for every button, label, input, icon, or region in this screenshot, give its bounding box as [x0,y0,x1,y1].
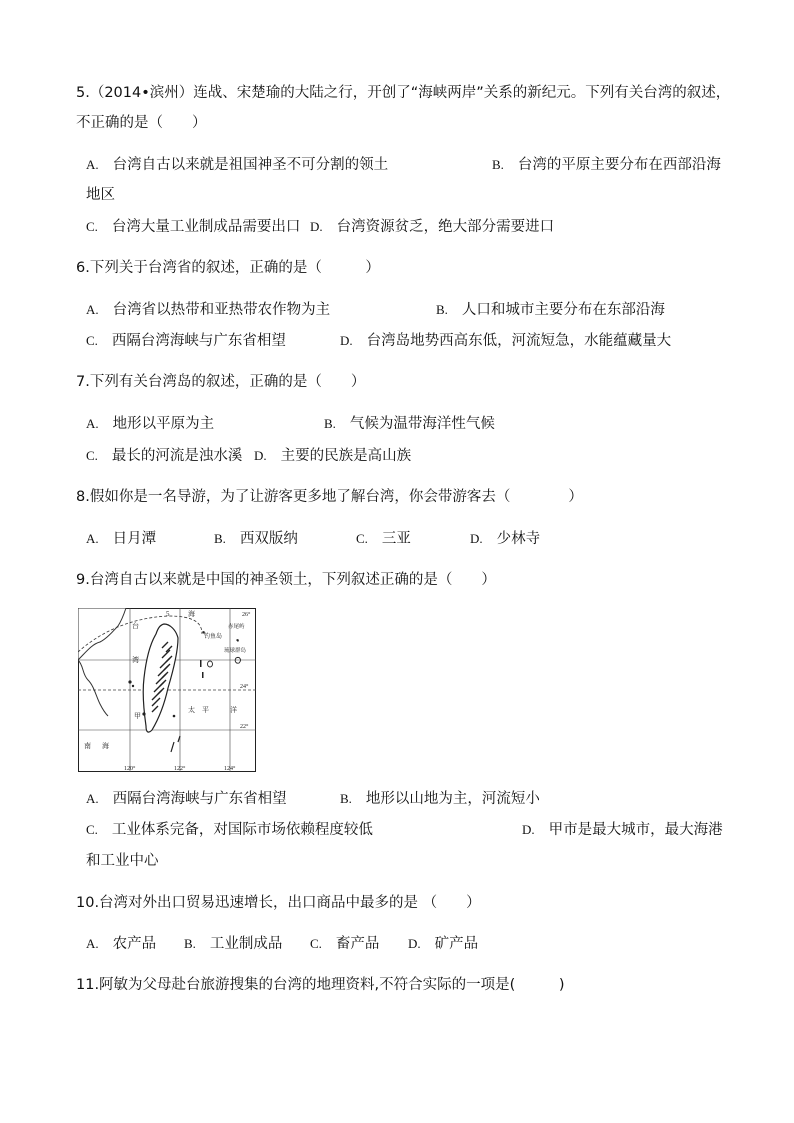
islet [202,672,204,678]
q10-option-a-letter: A. [86,936,99,951]
q6-option-d-letter: D. [340,333,353,348]
question-8-stem: 8.假如你是一名导游，为了让游客更多地了解台湾，你会带游客去（ ） [76,489,583,505]
penghu-islands [132,685,134,687]
map-label-nanhai-2: 海 [102,742,109,750]
q5-option-a-letter: A. [86,157,99,172]
q7-option-a [86,414,214,434]
map-label-pacific-1: 太 [188,706,195,714]
q5-option-b [492,155,721,175]
q8-option-b [214,529,298,549]
q8-option-b-text: 西双版纳 [239,531,298,547]
q9-option-d-text: 甲市是最大城市，最大海港 [548,822,723,838]
q5-option-d [310,217,554,237]
question-6-stem: 6.下列关于台湾省的叙述，正确的是（ ） [76,260,380,276]
q7-option-d [254,446,411,466]
q7-option-c [86,446,242,466]
question-5-stem-line2: 不正确的是（ ） [76,115,207,131]
taiwan-map-svg [78,608,256,772]
q8-option-c-text: 三亚 [381,531,411,547]
q6-option-c-text: 西隔台湾海峡与广东省相望 [111,333,286,349]
q5-option-c-letter: C. [86,219,98,234]
q6-option-b-letter: B. [436,302,448,317]
q6-option-c [86,331,286,351]
q8-option-a-text: 日月潭 [112,531,157,547]
q10-option-b-letter: B. [184,936,196,951]
q8-option-c-letter: C. [356,531,368,546]
q6-option-d-text: 台湾岛地势西高东低，河流短急，水能蕴藏量大 [366,333,672,349]
q10-option-a-text: 农产品 [112,936,157,952]
islet [200,660,202,667]
q10-option-b [184,934,282,954]
q10-option-c [310,934,379,954]
q8-option-d [470,529,540,549]
q5-option-c [86,217,300,237]
map-label-lon-124: 124° [224,766,236,772]
q5-option-c-text: 台湾大量工业制成品需要出口 [111,219,301,235]
q9-option-a [86,789,287,809]
q9-option-a-letter: A. [86,791,99,806]
q9-option-c-text: 工业体系完备，对国际市场依赖程度较低 [111,822,373,838]
q5-option-b-continuation: 地区 [86,187,115,203]
q7-option-a-letter: A. [86,416,99,431]
q9-option-d [522,820,723,840]
q6-option-a [86,300,330,320]
q9-option-b-text: 地形以山地为主，河流短小 [365,791,540,807]
q8-option-d-letter: D. [470,531,483,546]
q8-option-a [86,529,156,549]
q8-option-c [356,529,411,549]
question-7-stem: 7.下列有关台湾岛的叙述，正确的是（ ） [76,374,366,390]
q5-option-a-text: 台湾自古以来就是祖国神圣不可分割的领土 [112,157,389,173]
q10-option-c-text: 畜产品 [335,936,380,952]
q6-option-c-letter: C. [86,333,98,348]
map-label-pacific-2: 平 [202,706,209,714]
question-11-stem: 11.阿敏为父母赴台旅游搜集的台湾的地理资料,不符合实际的一项是( ) [76,977,565,993]
map-label-lat-24: 24° [240,684,249,690]
q10-option-a [86,934,156,954]
q6-option-a-letter: A. [86,302,99,317]
map-label-chiwei: 赤尾屿 [228,624,245,630]
q9-option-c-letter: C. [86,822,98,837]
question-5-stem-line1: 5.（2014•滨州）连战、宋楚瑜的大陆之行，开创了“海峡两岸”关系的新纪元。下列有关台湾的叙述， [76,85,731,101]
q7-option-b-letter: B. [324,416,336,431]
map-label-strait-1: 台 [132,622,139,630]
lanyu-island [173,715,176,718]
q8-option-a-letter: A. [86,531,99,546]
city-jia-marker [142,712,145,715]
q9-option-c [86,820,373,840]
map-label-lon-120: 120° [124,766,136,772]
map-label-nanhai-1: 南 [84,742,91,750]
q6-option-b-text: 人口和城市主要分布在东部沿海 [461,302,665,318]
question-10-stem: 10.台湾对外出口贸易迅速增长，出口商品中最多的是 （ ） [76,895,481,911]
q5-option-b-text: 台湾的平原主要分布在西部沿海 [517,157,721,173]
q7-option-b [324,414,495,434]
q8-option-d-text: 少林寺 [496,531,541,547]
q5-option-d-letter: D. [310,219,323,234]
q7-option-c-text: 最长的河流是浊水溪 [111,448,243,464]
map-label-pacific-3: 洋 [230,706,237,714]
q10-option-b-text: 工业制成品 [209,936,283,952]
q7-option-d-letter: D. [254,448,267,463]
q9-option-d-continuation: 和工业中心 [86,853,159,869]
q10-option-d [408,934,478,954]
q10-option-d-text: 矿产品 [434,936,479,952]
map-label-lat-26: 26° [242,612,251,618]
map-label-top-number: 5 [166,610,170,618]
q9-option-b [340,789,540,809]
q9-option-d-letter: D. [522,822,535,837]
q6-option-d [340,331,671,351]
map-label-diaoyu: 钓鱼岛 [204,634,223,640]
q6-option-b [436,300,665,320]
q5-option-d-text: 台湾资源贫乏，绝大部分需要进口 [336,219,555,235]
q7-option-c-letter: C. [86,448,98,463]
penghu-islands [128,680,131,683]
q9-option-b-letter: B. [340,791,352,806]
map-label-ryukyu: 琉球群岛 [224,648,247,654]
question-9-stem: 9.台湾自古以来就是中国的神圣领土，下列叙述正确的是（ ） [76,572,496,588]
map-label-lat-22: 22° [240,724,249,730]
q10-option-c-letter: C. [310,936,322,951]
taiwan-map-figure [78,608,256,772]
q9-option-a-text: 西隔台湾海峡与广东省相望 [112,791,287,807]
q10-option-d-letter: D. [408,936,421,951]
q7-option-d-text: 主要的民族是高山族 [280,448,412,464]
map-label-lon-122: 122° [174,766,186,772]
q8-option-b-letter: B. [214,531,226,546]
map-label-city-jia: 甲 [134,712,141,720]
map-label-strait-2: 湾 [132,656,139,664]
q5-option-a [86,155,388,175]
q7-option-b-text: 气候为温带海洋性气候 [349,416,495,432]
map-label-sea-char: 海 [188,610,195,618]
q7-option-a-text: 地形以平原为主 [112,416,215,432]
q5-option-b-letter: B. [492,157,504,172]
q6-option-a-text: 台湾省以热带和亚热带农作物为主 [112,302,331,318]
